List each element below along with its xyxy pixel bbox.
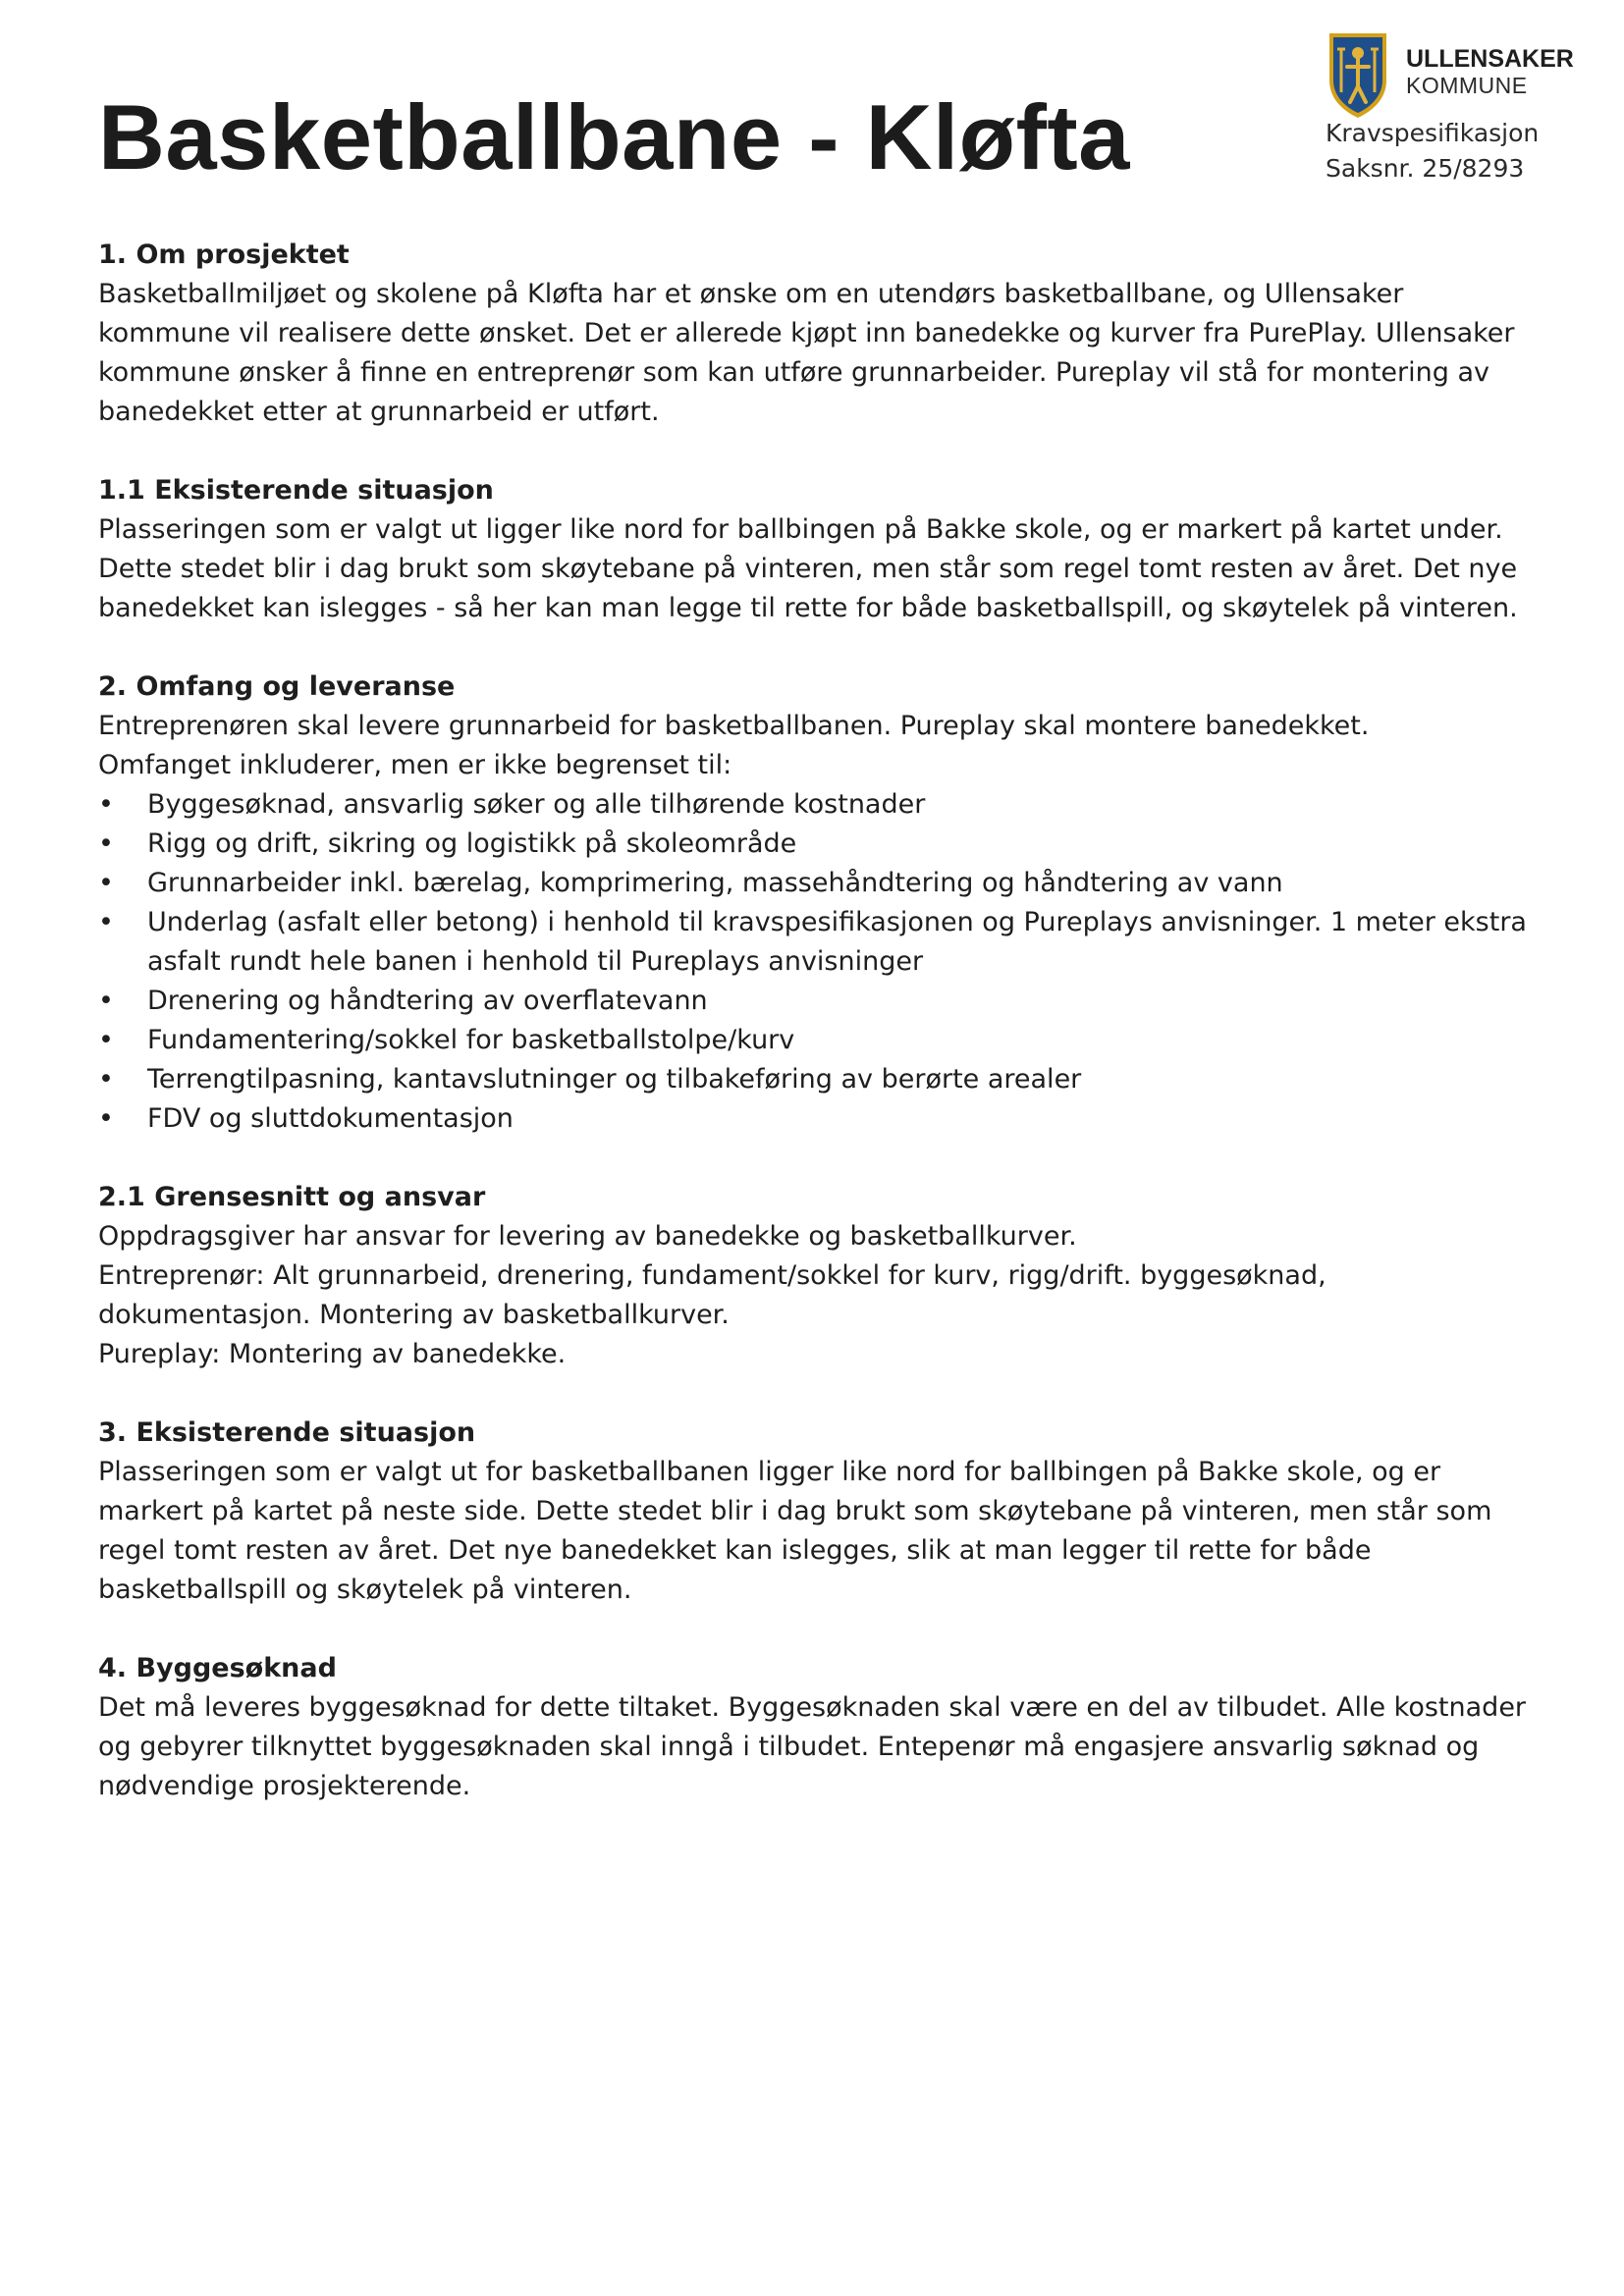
section-heading: 1. Om prosjektet [98,240,350,270]
section-paragraph: Det må leveres byggesøknad for dette tiltaket. Byggesøknaden skal være en del av tilbudet. Alle kostnader og gebyrer tilknyttet byggesøknaden skal inngå i tilbudet. Entepenør må engasjere ansvarlig søknad og nødvendige prosjekterende. [98,1692,1527,1801]
bullet-icon: • [98,1025,114,1055]
case-number: Saksnr. 25/8293 [1326,154,1525,183]
list-item [98,825,1532,864]
bullet-icon: • [98,868,114,898]
section-paragraph: Entreprenør: Alt grunnarbeid, drenering, fundament/sokkel for kurv, rigg/drift. byggesøknad, dokumentasjon. Montering av basketballkurver. [98,1260,1326,1330]
list-item-text: Rigg og drift, sikring og logistikk på skoleområde [147,828,797,859]
section-grensesnitt-og-ansvar [98,1178,1532,1374]
list-item [98,1021,1532,1060]
section-paragraph: Entreprenøren skal levere grunnarbeid for basketballbanen. Pureplay skal montere banedekket. [98,711,1370,741]
section-heading: 1.1 Eksisterende situasjon [98,475,494,506]
section-paragraph: Pureplay: Montering av banedekke. [98,1339,567,1369]
scope-bullet-list [98,785,1532,1139]
list-item [98,982,1532,1021]
section-om-prosjektet [98,236,1532,432]
list-item [98,864,1532,903]
document-body [98,236,1532,1845]
list-item-text: Terrengtilpasning, kantavslutninger og tilbakeføring av berørte arealer [147,1064,1082,1095]
document-type: Kravspesifikasjon [1326,119,1540,147]
org-name: ULLENSAKER [1406,45,1574,73]
bullet-icon: • [98,907,114,937]
list-item [98,1060,1532,1099]
ullensaker-crest-icon [1326,29,1390,120]
section-heading: 4. Byggesøknad [98,1653,337,1683]
org-logo-block [1326,29,1581,196]
section-paragraph: Omfanget inkluderer, men er ikke begrenset til: [98,750,732,780]
section-heading: 3. Eksisterende situasjon [98,1417,476,1448]
list-item-text: Underlag (asfalt eller betong) i henhold til kravspesifikasjonen og Pureplays anvisninger. 1 meter ekstra asfalt rundt hele banen i henhold til Pureplays anvisninger [147,907,1527,977]
section-omfang-og-leveranse [98,667,1532,1139]
bullet-icon: • [98,1064,114,1095]
section-heading: 2.1 Grensesnitt og ansvar [98,1182,486,1212]
org-subtitle: KOMMUNE [1406,73,1528,98]
bullet-icon: • [98,828,114,859]
list-item [98,785,1532,825]
section-paragraph: Basketballmiljøet og skolene på Kløfta har et ønske om en utendørs basketballbane, og Ullensaker kommune vil realisere dette ønsket. Det er allerede kjøpt inn banedekke og kurver fra PurePlay. Ullensaker kommune ønsker å finne en entreprenør som kan utføre grunnarbeider. Pureplay vil stå for montering av banedekket etter at grunnarbeid er utført. [98,279,1515,427]
bullet-icon: • [98,789,114,820]
list-item-text: Fundamentering/sokkel for basketballstolpe/kurv [147,1025,795,1055]
section-paragraph: Oppdragsgiver har ansvar for levering av banedekke og basketballkurver. [98,1221,1077,1252]
section-paragraph: Plasseringen som er valgt ut for basketballbanen ligger like nord for ballbingen på Bakke skole, og er markert på kartet på neste side. Dette stedet blir i dag brukt som skøytebane på vinteren, men står som regel tomt resten av året. Det nye banedekket kan islegges, slik at man legger til rette for både basketballspill og skøytelek på vinteren. [98,1457,1492,1605]
list-item [98,1099,1532,1139]
list-item-text: Byggesøknad, ansvarlig søker og alle tilhørende kostnader [147,789,926,820]
section-heading: 2. Omfang og leveranse [98,671,456,702]
section-eksisterende-situasjon-3 [98,1414,1532,1610]
list-item [98,903,1532,982]
bullet-icon: • [98,986,114,1016]
document-title: Basketballbane - Kløfta [98,85,1130,188]
list-item-text: Drenering og håndtering av overflatevann [147,986,708,1016]
list-item-text: FDV og sluttdokumentasjon [147,1103,514,1134]
section-eksisterende-situasjon-1-1 [98,471,1532,628]
section-paragraph: Plasseringen som er valgt ut ligger like nord for ballbingen på Bakke skole, og er markert på kartet under. Dette stedet blir i dag brukt som skøytebane på vinteren, men står som regel tomt resten av året. Det nye banedekket kan islegges - så her kan man legge til rette for både basketballspill, og skøytelek på vinteren. [98,514,1518,623]
section-byggesoknad [98,1649,1532,1806]
list-item-text: Grunnarbeider inkl. bærelag, komprimering, massehåndtering og håndtering av vann [147,868,1283,898]
bullet-icon: • [98,1103,114,1134]
